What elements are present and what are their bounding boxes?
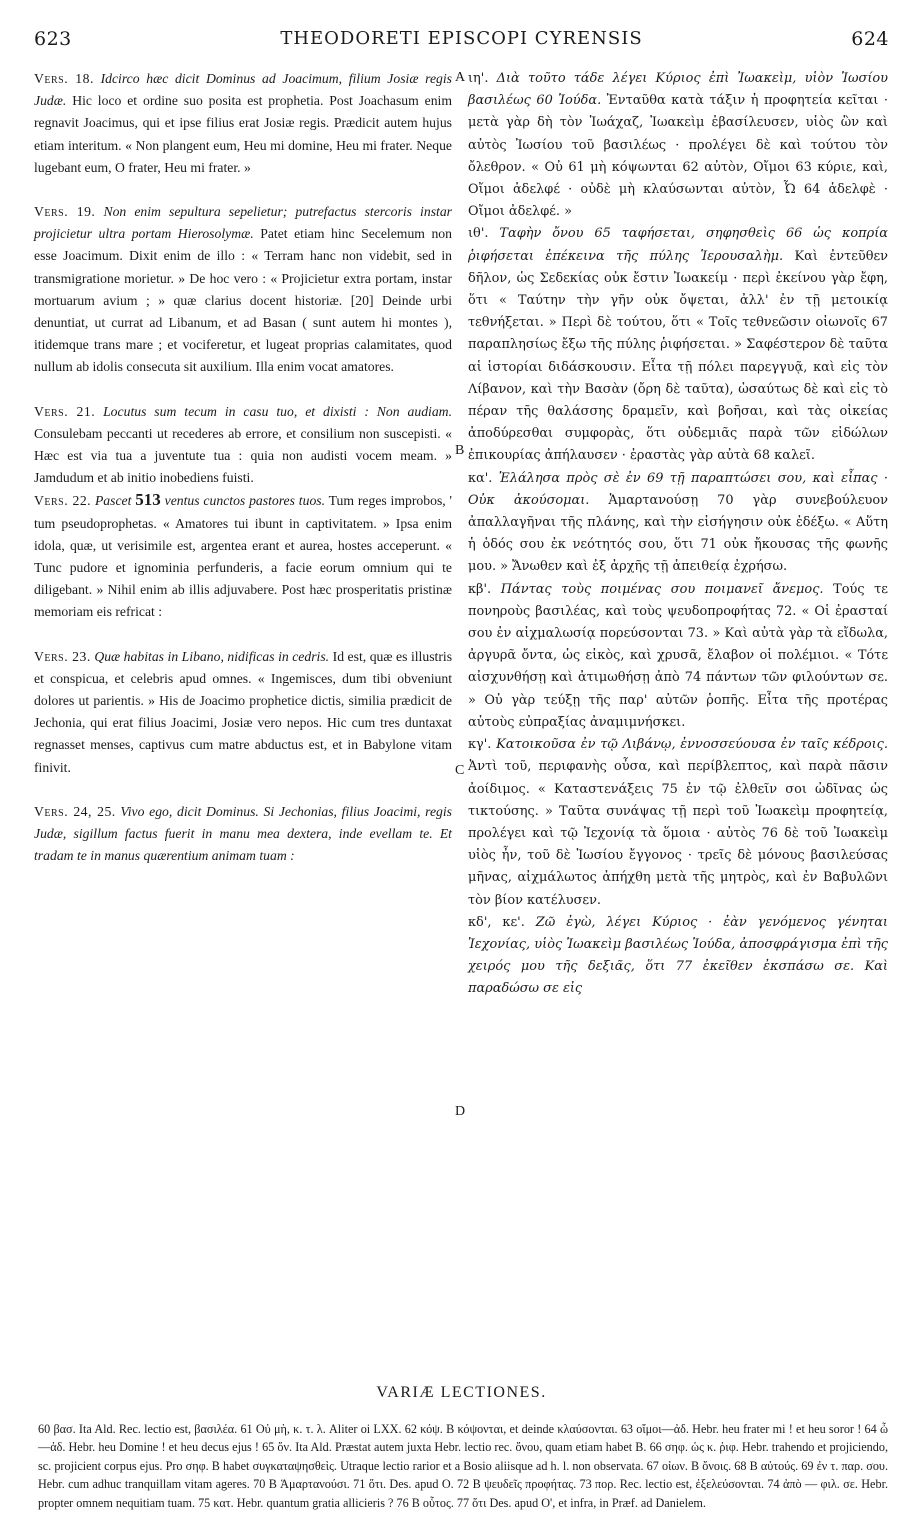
latin-verse-18	[34, 68, 452, 179]
latin-verse-19	[34, 201, 452, 379]
verse-number: Vers. 18.	[34, 71, 94, 86]
margin-letter-c: C	[455, 763, 465, 778]
verse-quote-a: Pascet	[94, 493, 132, 509]
verse-number: Vers. 21.	[34, 403, 96, 419]
verse-number: ιθ'.	[468, 226, 489, 242]
folio-number: 513	[135, 490, 161, 510]
page-number-left: 623	[34, 28, 72, 50]
verse-number: Vers. 23.	[34, 648, 91, 664]
verse-commentary: Patet etiam hinc Secelemum non esse Joacimum. Dixit enim de illo : « Terram hanc non videbit, sed in transmigratione morietur. » De hoc vero : « Projicietur extra portam, instar mortuarum avium ; » quæ clarius docent historiæ. [20] Deinde urbi denuntiat, ut currat ad Libanum, et ad Basan ( sunt autem hi montes ), itidemque trans mare ; et vociferetur, et lugeat proprias calamitates, quod nullum ab idolis consecuta sit auxilium. Illa enim vocat amatores.	[34, 226, 452, 375]
running-title: THEODORETI EPISCOPI CYRENSIS	[280, 28, 643, 49]
latin-column	[34, 68, 452, 868]
verse-commentary: Τούς τε πονηροὺς βασιλέας, καὶ τοὺς ψευδοπροφήτας 72. « Οἱ ἐρασταί σου ἐν αἰχμαλωσίᾳ πορεύσονται 73. » Καὶ αὐτὰ γὰρ τὰ εἴδωλα, ἀργυρᾶ ὄντα, ὡς εἰκὸς, καὶ χρυσᾶ, ἔλαβον οἱ πολέμιοι. « Τότε αἰσχυνθήσῃ καὶ ἀτιμωθήσῃ ἀπὸ 74 πάντων τῶν φιλούντων σε. » Οὐ γὰρ τεύξῃ τῆς παρ' αὐτῶν ῥοπῆς. Εἶτα τῆς προτέρας αὐτοὺς εὐπραξίας ἀναμιμνήσκει.	[468, 581, 888, 730]
verse-number: κδ', κε'.	[468, 914, 525, 930]
verse-quote: Κατοικοῦσα ἐν τῷ Λιβάνῳ, ἐννοσσεύουσα ἐν ταῖς κέδροις.	[496, 737, 888, 753]
verse-number: Vers. 24, 25.	[34, 803, 116, 819]
verse-quote: Ταφὴν ὄνου 65 ταφήσεται, σηφησθεὶς 66 ὡς κοπρία ῥιφήσεται ἐπέκεινα τῆς πύλης Ἱερουσαλὴμ.	[468, 226, 888, 264]
verse-quote: Διὰ τοῦτο τάδε λέγει Κύριος ἐπὶ Ἰωακεὶμ, υἱὸν Ἰωσίου βασιλέως 60 Ἰούδα.	[468, 71, 888, 109]
verse-quote-b: ventus cunctos pastores tuos.	[164, 493, 326, 509]
verse-commentary: Hic loco et ordine suo posita est prophetia. Post Joachasum enim regnavit Joacimus, qui et ipse filius erat Josiæ regis. Prædicit autem hujus etiam interitum. « Non plangent eum, Heu mi domine, Heu mi frater. Neque lugebant eum, O frater, Heu mi frater. »	[34, 93, 452, 175]
verse-quote: Locutus sum tecum in casu tuo, et dixisti : Non audiam.	[103, 403, 452, 419]
latin-verse-22	[34, 489, 452, 623]
verse-number: Vers. 22.	[34, 493, 92, 509]
greek-column	[468, 68, 888, 1001]
variae-lectiones-heading: VARIÆ LECTIONES.	[376, 1384, 547, 1401]
margin-letter-d: D	[455, 1104, 466, 1119]
verse-commentary: Καὶ ἐντεῦθεν δῆλον, ὡς Σεδεκίας οὐκ ἔστιν Ἰωακείμ · περὶ ἐκείνου γὰρ ἔφη, ὅτι « Ταύτην τὴν γῆν οὐκ ὄψεται, ἀλλ' ἐν τῇ μετοικίᾳ τεθνήξεται. » Περὶ δὲ τούτου, ὅτι « Τοῖς τεθνεῶσιν οἰωνοῖς 67 παραπλησίως ἔξω τῆς πύλης ῥιφήσεται. » Σαφέστερον δὲ ταῦτα αἱ ἱστορίαι διδάσκουσιν. Εἶτα τῇ πόλει παρεγγυᾷ, καὶ εἰς τὸν Λίβανον, καὶ τὴν Βασὰν (ὄρη δὲ ταῦτα), ὡσαύτως δὲ καὶ εἰς τὸ πέραν τῆς θαλάσσης δραμεῖν, καὶ βοῆσαι, καὶ τὰς οἰκείας ἀποδύρεσθαι συμφορὰς, ὅτι οὐδεμιᾶς παρὰ τῶν εἰδώλων ἐπικουρίας ἀπήλαυσεν · ἐραστὰς γὰρ αὐτὰ 68 καλεῖ.	[468, 248, 888, 464]
page-header	[34, 28, 889, 56]
greek-verse-21	[468, 468, 888, 579]
latin-verse-23	[34, 646, 452, 779]
verse-number: Vers. 19.	[34, 204, 96, 220]
verse-commentary: Id est, quæ es illustris et conspicua, et celebris apud omnes. « Ingemisces, dum tibi obveniunt dolores ut parientis. » His de Joacimo prophetice dictis, similia prædicit de Jechonia, qui erat filius Joacimi, Josiæ vero nepos. Hic cum tres duntaxat regnasset menses, captivus cum matre abductus est, et in Babylone vitam finivit.	[34, 648, 453, 775]
verse-quote: Πάντας τοὺς ποιμένας σου ποιμανεῖ ἄνεμος.	[500, 581, 824, 597]
verse-quote: Ζῶ ἐγὼ, λέγει Κύριος · ἐὰν γενόμενος γένηται Ἰεχονίας, υἱὸς Ἰωακεὶμ βασιλέως Ἰούδα, ἀποσφράγισμα ἐπὶ τῆς χειρός μου τῆς δεξιᾶς, ὅτι 77 ἐκεῖθεν ἐκσπάσω σε. Καὶ παραδώσω σε εἰς	[468, 914, 888, 997]
verse-quote: Quæ habitas in Libano, nidificas in cedris.	[94, 648, 330, 664]
verse-quote: Vivo ego, dicit Dominus. Si Jechonias, filius Joacimi, regis Judæ, sigillum factus fuerit in manu mea dextera, inde evellam te. Et tradam te in manus quærentium animam tuam :	[34, 803, 452, 864]
latin-verse-21	[34, 401, 452, 490]
greek-verse-22	[468, 579, 888, 734]
verse-number: κγ'.	[468, 737, 492, 753]
greek-verse-24-25	[468, 912, 888, 1001]
verse-quote: Non enim sepultura sepelietur; putrefactus stercoris instar projicietur ultra portam Hierosolymæ.	[34, 204, 453, 242]
verse-quote: Ἐλάλησα πρὸς σὲ ἐν 69 τῇ παραπτώσει σου, καὶ εἶπας · Οὐκ ἀκούσομαι.	[468, 470, 888, 508]
verse-commentary: Ἀντὶ τοῦ, περιφανὴς οὖσα, καὶ περίβλεπτος, καὶ παρὰ πᾶσιν ἀοίδιμος. « Καταστενάξεις 75 ἐν τῷ ἐλθεῖν σοι ὠδῖνας ὡς τικτούσης. » Ταῦτα συνάψας τῇ περὶ τοῦ Ἰωακεὶμ προφητείᾳ, προλέγει καὶ τῷ Ἰεχονίᾳ τὰ ὅμοια · αὐτὸς 76 δὲ τοῦ Ἰωακεὶμ υἱὸς ἦν, τοῦ δὲ Ἰωσίου ἔγγονος · τρεῖς δὲ μόνους βασιλεύσας μῆνας, αἰχμάλωτος ἀπήχθη μετὰ τῆς μητρὸς, καὶ ἐν Βαβυλῶνι τὸν βίον κατέλυσεν.	[468, 759, 888, 908]
latin-verse-24-25	[34, 801, 452, 868]
verse-number: κβ'.	[468, 581, 492, 597]
verse-number: ιη'.	[468, 71, 489, 86]
margin-letter-a: A	[455, 70, 466, 85]
verse-quote: Idcirco hæc dicit Dominus ad Joacimum, filium Josiæ regis Judæ.	[34, 71, 452, 109]
margin-letter-b: B	[455, 443, 465, 458]
verse-commentary: Tum reges improbos, ' tum pseudoprophetas. « Amatores tui ibunt in captivitatem. » Ipsa enim idola, quæ, ut verisimile est, argentea erant et aurea, hostes acceperunt. « Tunc pudore et ignominia perfunderis, a facie eorum omnium qui te diligebant. » Nihil enim ab illis adjuvabere. Post hæc prosperitatis pristinæ memoriam eis refricat :	[34, 493, 452, 620]
greek-verse-18	[468, 68, 888, 223]
verse-commentary: Consulebam peccanti ut recederes ab errore, et consilium non suscepisti. « Hæc est via tua a juventute tua : quia non audisti vocem meam. » Jamdudum et ab initio inobediens fuisti.	[34, 425, 452, 486]
verse-commentary: Ἁμαρτανούσῃ 70 γὰρ συνεβούλευον ἀπαλλαγῆναι τῆς πλάνης, καὶ τὴν εἰσήγησιν οὐκ ἐδέξω. « Αὕτη ἡ ὁδός σου ἐκ νεότητός σου, ὅτι 71 οὐκ ἤκουσας τῆς φωνῆς μου. » Ἄνωθεν καὶ ἐξ ἀρχῆς τῇ ἀπειθείᾳ ἐχρήσω.	[468, 492, 888, 575]
variae-lectiones-text: 60 βασ. Ita Ald. Rec. lectio est, βασιλέα. 61 Οὐ μὴ, κ. τ. λ. Aliter oi LXX. 62 κόψ. B κόψονται, et deinde κλαύσονται. 63 οἴμοι—ἀδ. Hebr. heu frater mi ! et heu soror ! 64 ὦ—ἀδ. Hebr. heu Domine ! et heu decus ejus ! 65 ὄν. Ita Ald. Præstat autem juxta Hebr. lectio rec. ὄνου, quam etiam habet B. 66 σηφ. ὡς κ. ῥιφ. Hebr. trahendo et projiciendo, sc. projicient corpus ejus. Pro σηφ. B habet συγκαταψησθεὶς. Utraque lectio rarior et a Bosio aliisque ad h. l. non observata. 67 οἰων. B ὄνοις. 68 B αὐτούς. 69 ἐν τ. παρ. σου. Hebr. cum adhuc tranquillam vitam ageres. 70 B Ἁμαρτανούσι. 71 ὅτι. Des. apud O. 72 B ψευδεῖς προφήτας. 73 πορ. Rec. lectio est, ἐξελεύσονται. 74 ἀπὸ — φιλ. σε. Hebr. propter omnem nequitiam tuam. 75 κατ. Hebr. quantum gratia allicieris ? 76 B οὗτος. 77 ὅτι Des. apud O', et infra, in Præf. ad Danielem.	[38, 1422, 888, 1510]
verse-commentary: Ἐνταῦθα κατὰ τάξιν ἡ προφητεία κεῖται · μετὰ γὰρ δὴ τὸν Ἰωάχαζ, Ἰωακεὶμ ἐβασίλευσεν, υἱὸς ὢν καὶ αὐτὸς Ἰωσίου τοῦ βασιλέως · προλέγει δὲ καὶ τούτου τὸν ὄλεθρον. « Οὐ 61 μὴ κόψωνται 62 αὐτὸν, Οἴμοι 63 κύριε, καὶ, Οἴμοι ἀδελφέ · οὐδὲ μὴ κλαύσωνται αὐτὸν, Ὦ 64 ἀδελφὲ · Οἴμοι ἀδελφέ. »	[468, 93, 888, 220]
greek-verse-19	[468, 223, 888, 467]
verse-number: κα'.	[468, 470, 493, 486]
greek-verse-23	[468, 734, 888, 912]
page-number-right: 624	[851, 28, 889, 50]
